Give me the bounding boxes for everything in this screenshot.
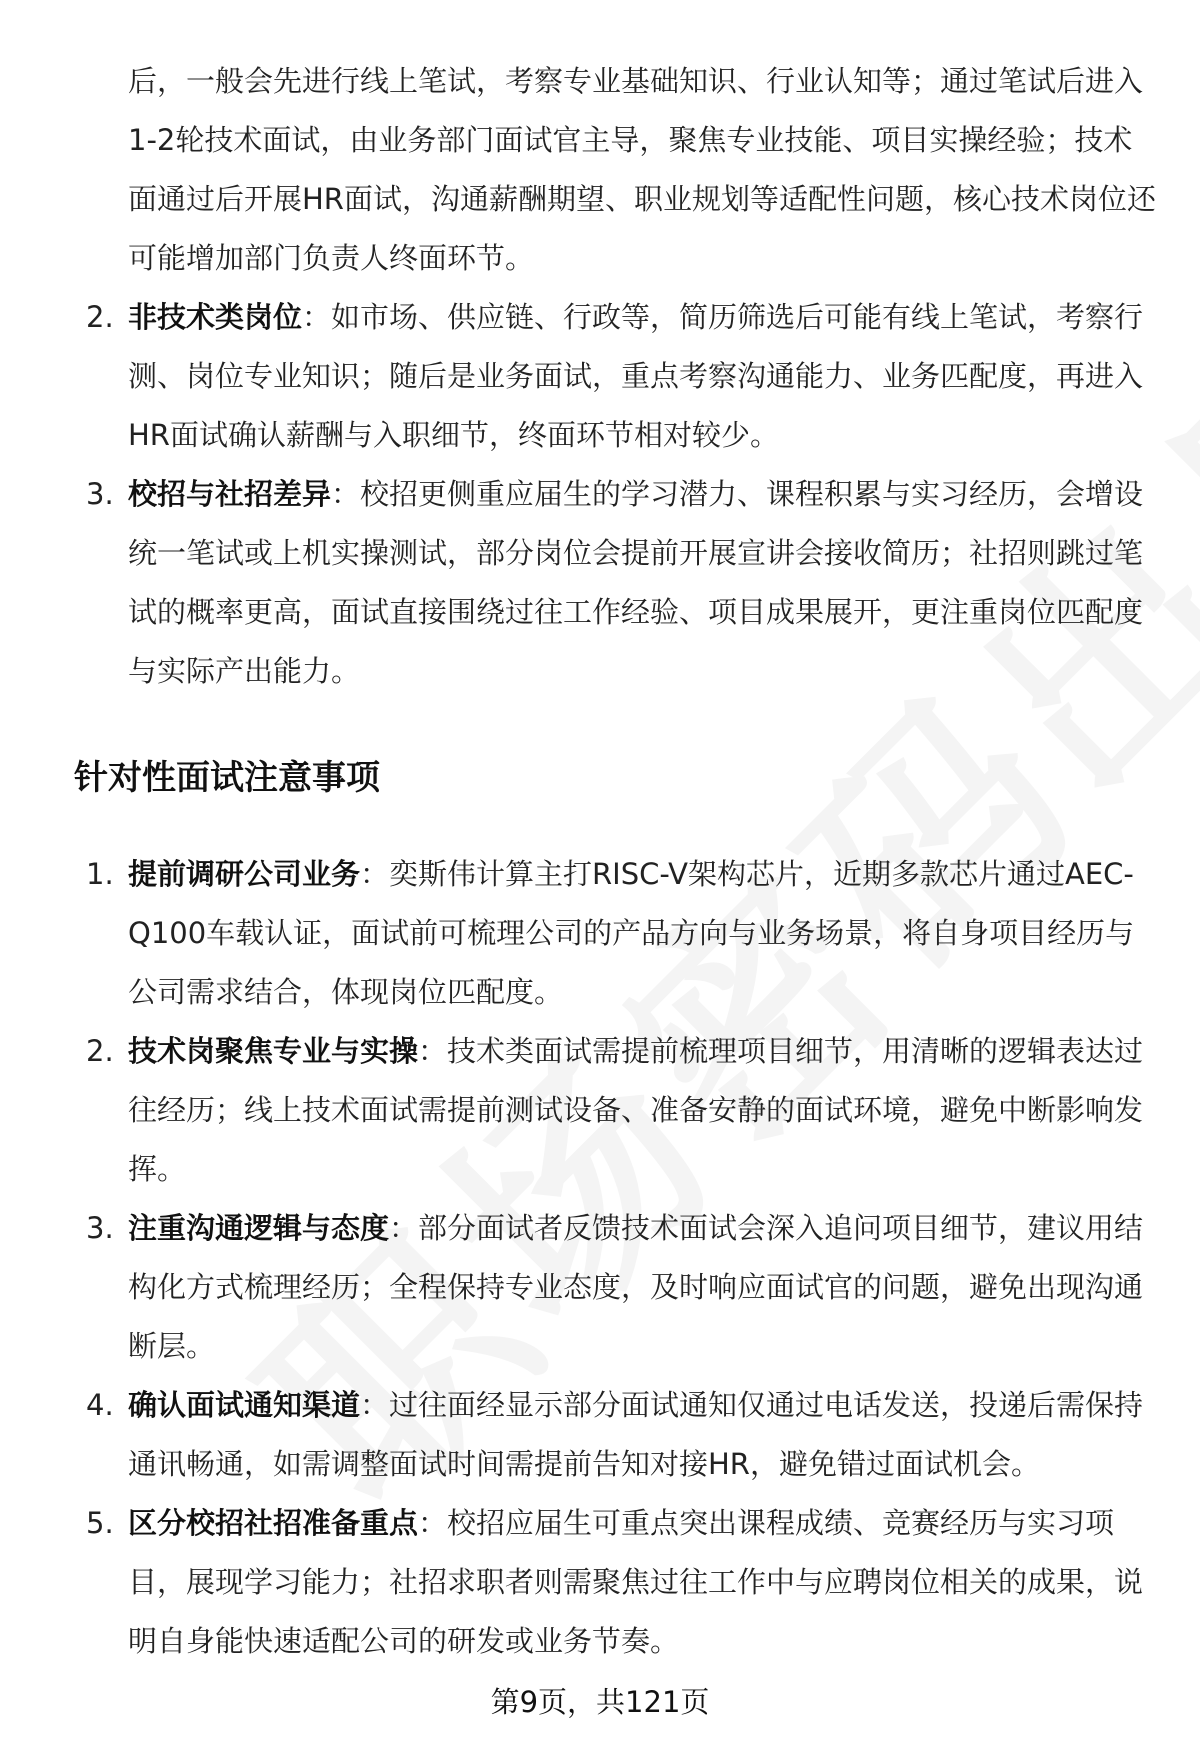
list-item-text: ：如市场、供应链、行政等，简历筛选后可能有线上笔试，考察行测、岗位专业知识；随后是业务面试，重点考察沟通能力、业务匹配度，再进入HR面试确认薪酬与入职细节，终面环节相对较少。 — [128, 300, 1144, 452]
interview-process-list — [80, 288, 1160, 701]
list-item-term: 区分校招社招准备重点 — [128, 1506, 419, 1540]
list-item-number: 3. — [86, 477, 114, 511]
list-item — [80, 845, 1160, 1022]
list-item-text: ：过往面经显示部分面试通知仅通过电话发送，投递后需保持通讯畅通，如需调整面试时间需提前告知对接HR，避免错过面试机会。 — [128, 1388, 1144, 1481]
list-item — [80, 1376, 1160, 1494]
list-item — [80, 1494, 1160, 1671]
list-item-number: 2. — [86, 1034, 114, 1068]
list-item-number: 2. — [86, 300, 114, 334]
list-item-term: 非技术类岗位 — [128, 300, 303, 334]
page-number-footer: 第9页，共121页 — [490, 1685, 710, 1719]
list-item-term: 提前调研公司业务 — [128, 857, 361, 891]
list-item — [80, 1022, 1160, 1199]
list-item — [80, 465, 1160, 701]
section-title: 针对性面试注意事项 — [74, 758, 380, 798]
intro-paragraph: 后，一般会先进行线上笔试，考察专业基础知识、行业认知等；通过笔试后进入1-2轮技术面试，由业务部门面试官主导，聚焦专业技能、项目实操经验；技术面通过后开展HR面试，沟通薪酬期望、职业规划等适配性问题，核心技术岗位还可能增加部门负责人终面环节。 — [128, 64, 1156, 275]
list-item-number: 3. — [86, 1211, 114, 1245]
list-item-text: ：校招应届生可重点突出课程成绩、竞赛经历与实习项目，展现学习能力；社招求职者则需聚焦过往工作中与应聘岗位相关的成果，说明自身能快速适配公司的研发或业务节奏。 — [128, 1506, 1144, 1658]
list-item — [80, 1199, 1160, 1376]
interview-tips-list — [80, 845, 1160, 1671]
list-item-term: 技术岗聚焦专业与实操 — [128, 1034, 419, 1068]
list-item-text: ：技术类面试需提前梳理项目细节，用清晰的逻辑表达过往经历；线上技术面试需提前测试设备、准备安静的面试环境，避免中断影响发挥。 — [128, 1034, 1144, 1186]
list-item-term: 确认面试通知渠道 — [128, 1388, 361, 1422]
list-item-number: 4. — [86, 1388, 114, 1422]
list-item-text: ：校招更侧重应届生的学习潜力、课程积累与实习经历，会增设统一笔试或上机实操测试，部分岗位会提前开展宣讲会接收简历；社招则跳过笔试的概率更高，面试直接围绕过往工作经验、项目成果展开，更注重岗位匹配度与实际产出能力。 — [128, 477, 1144, 688]
list-item-number: 1. — [86, 857, 114, 891]
list-item — [80, 288, 1160, 465]
list-item-term: 校招与社招差异 — [128, 477, 332, 511]
list-item-term: 注重沟通逻辑与态度 — [128, 1211, 390, 1245]
list-item-text: ：部分面试者反馈技术面试会深入追问项目细节，建议用结构化方式梳理经历；全程保持专业态度，及时响应面试官的问题，避免出现沟通断层。 — [128, 1211, 1144, 1363]
list-item-text: ：奕斯伟计算主打RISC-V架构芯片，近期多款芯片通过AEC-Q100车载认证，面试前可梳理公司的产品方向与业务场景，将自身项目经历与公司需求结合，体现岗位匹配度。 — [128, 857, 1135, 1009]
list-item-number: 5. — [86, 1506, 114, 1540]
